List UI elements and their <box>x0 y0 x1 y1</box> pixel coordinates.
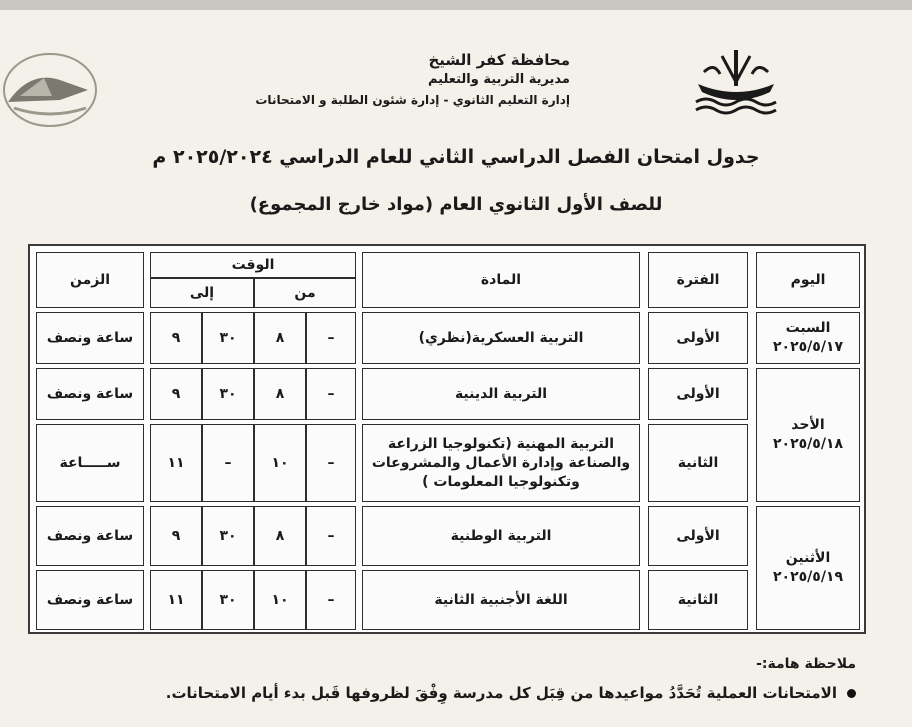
row5-to-hour: ١١ <box>150 570 202 630</box>
row2-subject: التربية الدينية <box>362 368 640 420</box>
header-duration: الزمن <box>36 252 144 308</box>
row3-subject: التربية المهنية (تكنولوجيا الزراعة والصناعة وإدارة الأعمال والمشروعات وتكنولوجيا المعلومات ) <box>362 424 640 502</box>
notes-section <box>36 656 856 702</box>
row4-from-minute: – <box>306 506 356 566</box>
row3-period: الثانية <box>648 424 748 502</box>
row3-from-hour: ١٠ <box>254 424 306 502</box>
organization-block <box>250 50 570 110</box>
row2-duration: ساعة ونصف <box>36 368 144 420</box>
header-from: من <box>254 278 356 308</box>
row2-from-minute: – <box>306 368 356 420</box>
day-saturday <box>756 312 860 364</box>
row4-to-hour: ٩ <box>150 506 202 566</box>
row1-to-minute: ٣٠ <box>202 312 254 364</box>
day-name: السبت <box>785 320 831 336</box>
directorate-name: مديرية التربية والتعليم <box>427 72 570 87</box>
governorate-logo-icon <box>686 42 786 118</box>
note-text: الامتحانات العملية تُحَدَّدُ مواعيدها من قِبَل كل مدرسة وِفْقَ لظروفها قَبل بدء أيام الامتحانات. <box>165 684 837 702</box>
schedule-title: جدول امتحان الفصل الدراسي الثاني للعام الدراسي ٢٠٢٥/٢٠٢٤ م <box>152 146 760 168</box>
row4-to-minute: ٣٠ <box>202 506 254 566</box>
row5-period: الثانية <box>648 570 748 630</box>
row5-from-minute: – <box>306 570 356 630</box>
header-period: الفترة <box>648 252 748 308</box>
row1-from-hour: ٨ <box>254 312 306 364</box>
note-item <box>36 684 856 702</box>
letterhead <box>0 28 912 128</box>
header-subject: المادة <box>362 252 640 308</box>
row3-to-hour: ١١ <box>150 424 202 502</box>
row1-to-hour: ٩ <box>150 312 202 364</box>
header-day: اليوم <box>756 252 860 308</box>
governorate-name: محافظة كفر الشيخ <box>428 51 570 69</box>
department-name: إدارة التعليم الثانوي - إدارة شئون الطلبة و الامتحانات <box>255 93 570 107</box>
exam-schedule-table <box>28 244 866 634</box>
day-name: الأثنين <box>785 550 831 566</box>
row2-to-minute: ٣٠ <box>202 368 254 420</box>
notes-title: ملاحظة هامة:- <box>756 656 856 672</box>
row1-duration: ساعة ونصف <box>36 312 144 364</box>
day-name: الأحد <box>791 417 825 433</box>
row5-subject: اللغة الأجنبية الثانية <box>362 570 640 630</box>
day-date: ٢٠٢٥/٥/١٨ <box>772 436 844 452</box>
header-time: الوقت <box>150 252 356 278</box>
row5-from-hour: ١٠ <box>254 570 306 630</box>
row4-period: الأولى <box>648 506 748 566</box>
row1-from-minute: – <box>306 312 356 364</box>
row5-duration: ساعة ونصف <box>36 570 144 630</box>
row4-subject: التربية الوطنية <box>362 506 640 566</box>
row5-to-minute: ٣٠ <box>202 570 254 630</box>
row1-subject: التربية العسكرية(نظري) <box>362 312 640 364</box>
day-date: ٢٠٢٥/٥/١٩ <box>772 569 844 585</box>
schedule-subtitle: للصف الأول الثانوي العام (مواد خارج المجموع) <box>249 194 663 215</box>
day-date: ٢٠٢٥/٥/١٧ <box>772 339 844 355</box>
row2-period: الأولى <box>648 368 748 420</box>
row3-to-minute: – <box>202 424 254 502</box>
row4-from-hour: ٨ <box>254 506 306 566</box>
bullet-icon <box>847 689 856 698</box>
header-to: إلى <box>150 278 254 308</box>
top-edge-band <box>0 0 912 10</box>
row3-from-minute: – <box>306 424 356 502</box>
row1-period: الأولى <box>648 312 748 364</box>
education-emblem-icon <box>0 50 100 130</box>
row2-from-hour: ٨ <box>254 368 306 420</box>
row4-duration: ساعة ونصف <box>36 506 144 566</box>
day-sunday <box>756 368 860 502</box>
row3-duration: ســـــاعة <box>36 424 144 502</box>
day-monday <box>756 506 860 630</box>
row2-to-hour: ٩ <box>150 368 202 420</box>
